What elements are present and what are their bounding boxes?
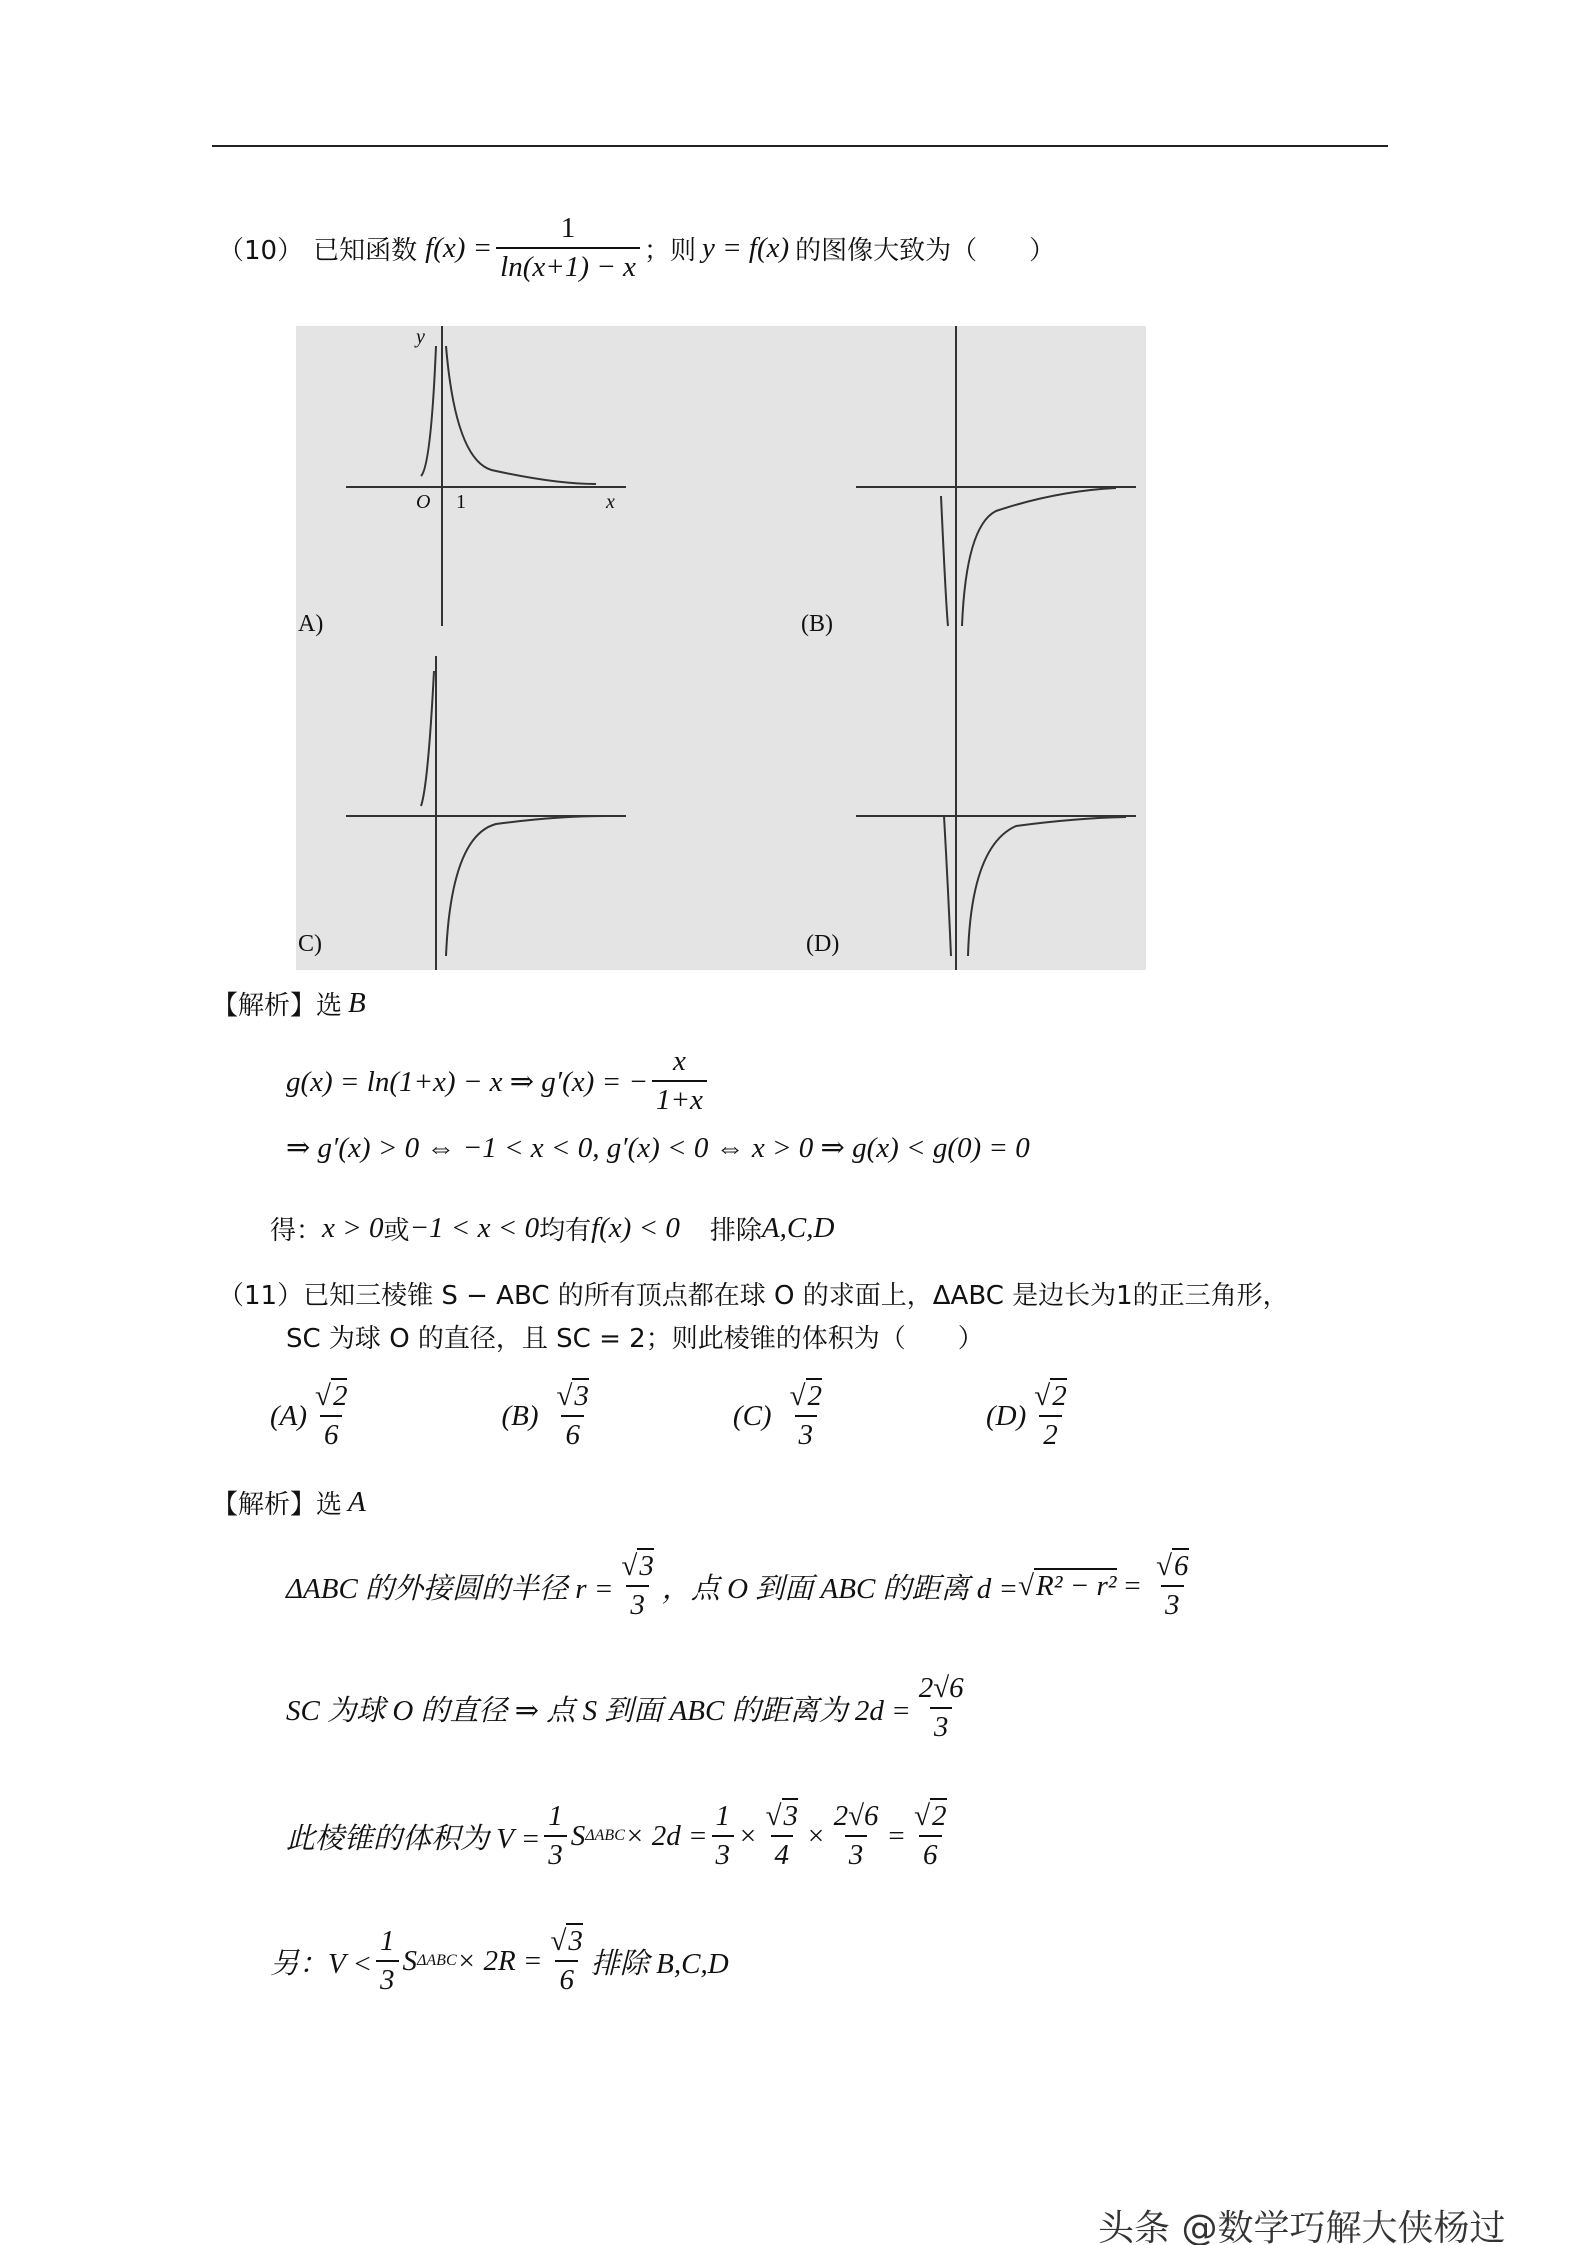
t: ΔABC 的外接圆的半径 r = xyxy=(286,1572,614,1605)
answer-graphs-image xyxy=(296,326,1146,970)
subscript: ΔABC xyxy=(585,1827,625,1844)
t: 或 xyxy=(383,1216,410,1246)
t: 均有 xyxy=(539,1216,592,1246)
t: 另：V < xyxy=(270,1947,373,1980)
volume-line: 此棱锥的体积为 V = $\frac{1}{3}$ S ΔABC × 2d = $\frac{1}{3}$ × $\frac{√3}{4}$ × $\frac{2√6}{3}$ = $\frac{√2}{6}$ xyxy=(286,1800,947,1871)
den: 3 xyxy=(930,1707,953,1744)
t: = xyxy=(1122,1569,1143,1602)
question-11-line-1: （11）已知三棱锥 S − ABC 的所有顶点都在球 O 的求面上，ΔABC 是边长为1的正三角形， xyxy=(218,1281,1289,1311)
den: 3 xyxy=(1161,1585,1184,1622)
answer: B xyxy=(348,987,366,1019)
solution-label: 【解析】选 xyxy=(212,991,343,1021)
t: × xyxy=(738,1819,758,1852)
graph-b xyxy=(856,326,1136,656)
t: ，点 O 到面 ABC 的距离 d = xyxy=(661,1572,1019,1605)
q-tail: 的图像大致为（ ） xyxy=(795,235,1056,266)
t: × 2R = xyxy=(456,1944,543,1977)
answer: A xyxy=(348,1486,366,1518)
den: 2 xyxy=(1039,1415,1062,1452)
t: f(x) < 0 xyxy=(591,1212,680,1244)
numerator: x xyxy=(673,1045,686,1077)
num: 3 xyxy=(574,1380,589,1412)
then-text: ；则 xyxy=(643,235,696,266)
eq: g(x) = ln(1+x) − x ⇒ g′(x) = − xyxy=(286,1065,648,1098)
num: 6 xyxy=(1174,1550,1189,1582)
t: A,C,D xyxy=(761,1212,835,1244)
radius-line: ΔABC 的外接圆的半径 r = $\frac{√3}{3}$ ，点 O 到面 ABC 的距离 d = √R² − r² = $\frac{√6}{3}$ xyxy=(286,1550,1189,1621)
t: x > 0 xyxy=(322,1212,384,1244)
t: SC 为球 O 的直径 ⇒ 点 S 到面 ABC 的距离为 2d = xyxy=(286,1694,911,1727)
den: 6 xyxy=(561,1415,584,1452)
solution-11-head xyxy=(212,1484,366,1521)
t: S xyxy=(402,1944,418,1977)
q-stem: 已知函数 xyxy=(313,235,418,266)
header-rule xyxy=(212,145,1388,147)
graph-label-a: A) xyxy=(298,611,324,637)
option-a-label: (A) xyxy=(270,1399,308,1432)
denominator: 1+x xyxy=(652,1080,707,1117)
den: 3 xyxy=(626,1585,649,1622)
graph-a xyxy=(346,326,626,626)
option-c-label: (C) xyxy=(732,1399,772,1432)
t: S xyxy=(570,1819,586,1852)
t: = xyxy=(886,1819,907,1852)
numerator: 1 xyxy=(560,212,576,244)
subscript: ΔABC xyxy=(417,1952,457,1969)
y-eq: y = f(x) xyxy=(701,231,790,264)
q-number: （10） xyxy=(218,235,304,266)
num: 3 xyxy=(639,1550,654,1582)
question-10 xyxy=(218,212,1055,284)
t: 排除 B,C,D xyxy=(590,1947,729,1980)
fraction xyxy=(496,212,640,284)
option-d-label: (D) xyxy=(986,1399,1027,1432)
t: −1 < x < 0 xyxy=(409,1212,540,1244)
origin-label: O xyxy=(416,491,431,513)
t: × 2d = xyxy=(624,1819,708,1852)
options-row: (A) $\frac{√2}{6}$ (B) $\frac{√3}{6}$ (C) $\frac{√2}{3}$ (D) $\frac{√2}{2}$ xyxy=(270,1380,1067,1451)
solution-10-head xyxy=(212,985,366,1022)
graph-label-d: (D) xyxy=(806,931,840,957)
t: 得： xyxy=(270,1216,323,1246)
alternative-line: 另：V < $\frac{1}{3}$ S ΔABC × 2R = $\frac{√3}{6}$ 排除 B,C,D xyxy=(270,1925,729,1996)
conclusion-line xyxy=(270,1210,834,1247)
t: × xyxy=(806,1819,826,1852)
derivation-line-1 xyxy=(286,1045,711,1117)
t: 排除 xyxy=(709,1216,762,1246)
graph-d xyxy=(856,656,1136,970)
radicand: R² − r² xyxy=(1036,1569,1117,1602)
solution-label: 【解析】选 xyxy=(212,1490,343,1520)
t: 此棱锥的体积为 V = xyxy=(286,1822,541,1855)
x-axis-label: x xyxy=(606,491,615,513)
y-axis-label: y xyxy=(416,326,425,348)
func-def: f(x) = xyxy=(425,231,493,264)
den: 3 xyxy=(795,1415,818,1452)
denominator: ln(x+1) − x xyxy=(496,247,640,284)
num: 2√6 xyxy=(918,1672,964,1704)
den: 6 xyxy=(320,1415,343,1452)
option-b-label: (B) xyxy=(501,1399,539,1432)
distance-line xyxy=(286,1672,972,1744)
num: 2 xyxy=(1052,1380,1067,1412)
num: 2 xyxy=(332,1380,348,1412)
derivation-line-2: ⇒ g′(x) > 0 ⇔ −1 < x < 0, g′(x) < 0 ⇔ x > 0 ⇒ g(x) < g(0) = 0 xyxy=(286,1132,1030,1164)
graph-label-b: (B) xyxy=(801,611,833,637)
graph-c xyxy=(346,656,626,970)
watermark: 头条 @数学巧解大侠杨过 xyxy=(1098,2208,1506,2245)
num: 2 xyxy=(807,1380,822,1412)
graph-label-c: C) xyxy=(298,931,322,957)
question-11-line-2: SC 为球 O 的直径，且 SC = 2；则此棱锥的体积为（ ） xyxy=(286,1324,984,1354)
tick-one: 1 xyxy=(456,491,466,513)
